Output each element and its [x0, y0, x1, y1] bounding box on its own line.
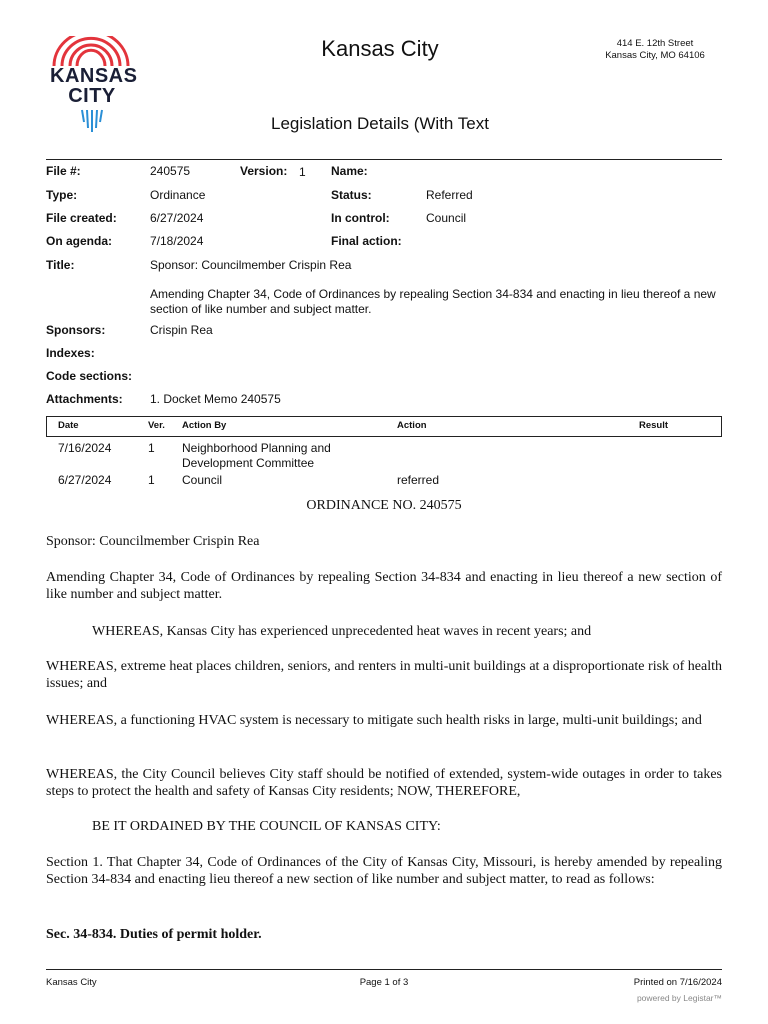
sponsors-value: Crispin Rea: [150, 323, 213, 337]
history-row-1-date: 7/16/2024: [58, 441, 112, 455]
powered-by-legistar: powered by Legistar™: [636, 993, 722, 1003]
file-created-label: File created:: [46, 211, 117, 225]
history-row-2-action-by: Council: [182, 473, 223, 487]
version-value: 1: [299, 165, 306, 179]
on-agenda-value: 7/18/2024: [150, 234, 204, 248]
final-action-label: Final action:: [331, 234, 402, 248]
history-row-2-ver: 1: [148, 473, 155, 487]
header-rule: [46, 159, 722, 160]
type-label: Type:: [46, 188, 78, 202]
status-label: Status:: [331, 188, 372, 202]
footer-org: Kansas City: [46, 977, 97, 988]
body-sponsor: Sponsor: Councilmember Crispin Rea: [46, 534, 260, 549]
history-col-action: Action: [397, 420, 427, 431]
in-control-value: Council: [426, 211, 467, 225]
status-value: Referred: [426, 188, 473, 202]
file-created-value: 6/27/2024: [150, 211, 204, 225]
on-agenda-label: On agenda:: [46, 234, 113, 248]
whereas-2: WHEREAS, extreme heat places children, seniors, and renters in multi-unit buildings at a disproportionate risk of health issues; and: [46, 659, 722, 691]
footer-rule: [46, 969, 722, 970]
fountain-drops-icon: [46, 108, 136, 136]
section-1: Section 1. That Chapter 34, Code of Ordinances of the City of Kansas City, Missouri, is hereby amended by repealing Section 34-834 and enacting lieu thereof a new section of like number and subject matter, to read as follows:: [46, 855, 722, 887]
whereas-4: WHEREAS, the City Council believes City staff should be notified of extended, system-wide outages in order to takes steps to protect the health and safety of Kansas City residents; NOW, THEREFORE,: [46, 767, 722, 799]
history-row-1-action-by-line-1: Neighborhood Planning and: [182, 441, 331, 455]
logo-word-kansas: KANSAS: [50, 65, 138, 87]
history-row-1-ver: 1: [148, 441, 155, 455]
file-label: File #:: [46, 164, 81, 178]
ordained-clause: BE IT ORDAINED BY THE COUNCIL OF KANSAS CITY:: [92, 819, 441, 834]
file-value: 240575: [150, 164, 191, 178]
address-line-1: 414 E. 12th Street: [616, 38, 694, 49]
attachments-label: Attachments:: [46, 392, 123, 406]
name-label: Name:: [331, 164, 368, 178]
history-row-2-action: referred: [397, 473, 440, 487]
history-row-2-date: 6/27/2024: [58, 473, 112, 487]
indexes-label: Indexes:: [46, 346, 95, 360]
code-sections-label: Code sections:: [46, 369, 133, 383]
ordinance-number: ORDINANCE NO. 240575: [306, 498, 462, 513]
org-title: Kansas City: [321, 36, 439, 61]
footer-page-number: Page 1 of 3: [359, 977, 409, 988]
version-label: Version:: [240, 164, 288, 178]
history-col-action-by: Action By: [182, 420, 227, 431]
history-col-result: Result: [639, 420, 669, 431]
address-line-2: Kansas City, MO 64106: [605, 50, 705, 61]
address: [580, 38, 730, 62]
fountain-arches-icon: [46, 36, 136, 66]
kansas-city-logo: [46, 36, 136, 136]
attachment-link-docket-memo[interactable]: 1. Docket Memo 240575: [150, 392, 281, 406]
whereas-3: WHEREAS, a functioning HVAC system is necessary to mitigate such health risks in large, multi-unit buildings; and: [46, 713, 702, 728]
document-title: Legislation Details (With Text: [271, 114, 489, 133]
in-control-label: In control:: [331, 211, 390, 225]
type-value: Ordinance: [150, 188, 206, 202]
title-sponsor: Sponsor: Councilmember Crispin Rea: [150, 258, 352, 272]
title-text: Amending Chapter 34, Code of Ordinances by repealing Section 34-834 and enacting in lieu thereof a new section of like number and subject matter.: [150, 287, 716, 316]
logo-word-city: CITY: [68, 85, 116, 107]
history-row-1-action-by-line-2: Development Committee: [182, 456, 315, 470]
history-col-ver: Ver.: [148, 420, 165, 431]
history-row-1-action-by: [182, 441, 331, 471]
section-heading: Sec. 34-834. Duties of permit holder.: [46, 927, 262, 942]
title-label: Title:: [46, 258, 75, 272]
whereas-1: WHEREAS, Kansas City has experienced unprecedented heat waves in recent years; and: [92, 624, 592, 639]
sponsors-label: Sponsors:: [46, 323, 106, 337]
footer-printed-date: Printed on 7/16/2024: [633, 977, 722, 988]
history-col-date: Date: [58, 420, 79, 431]
body-summary: Amending Chapter 34, Code of Ordinances by repealing Section 34-834 and enacting in lieu thereof a new section of like number and subject matter.: [46, 570, 722, 602]
